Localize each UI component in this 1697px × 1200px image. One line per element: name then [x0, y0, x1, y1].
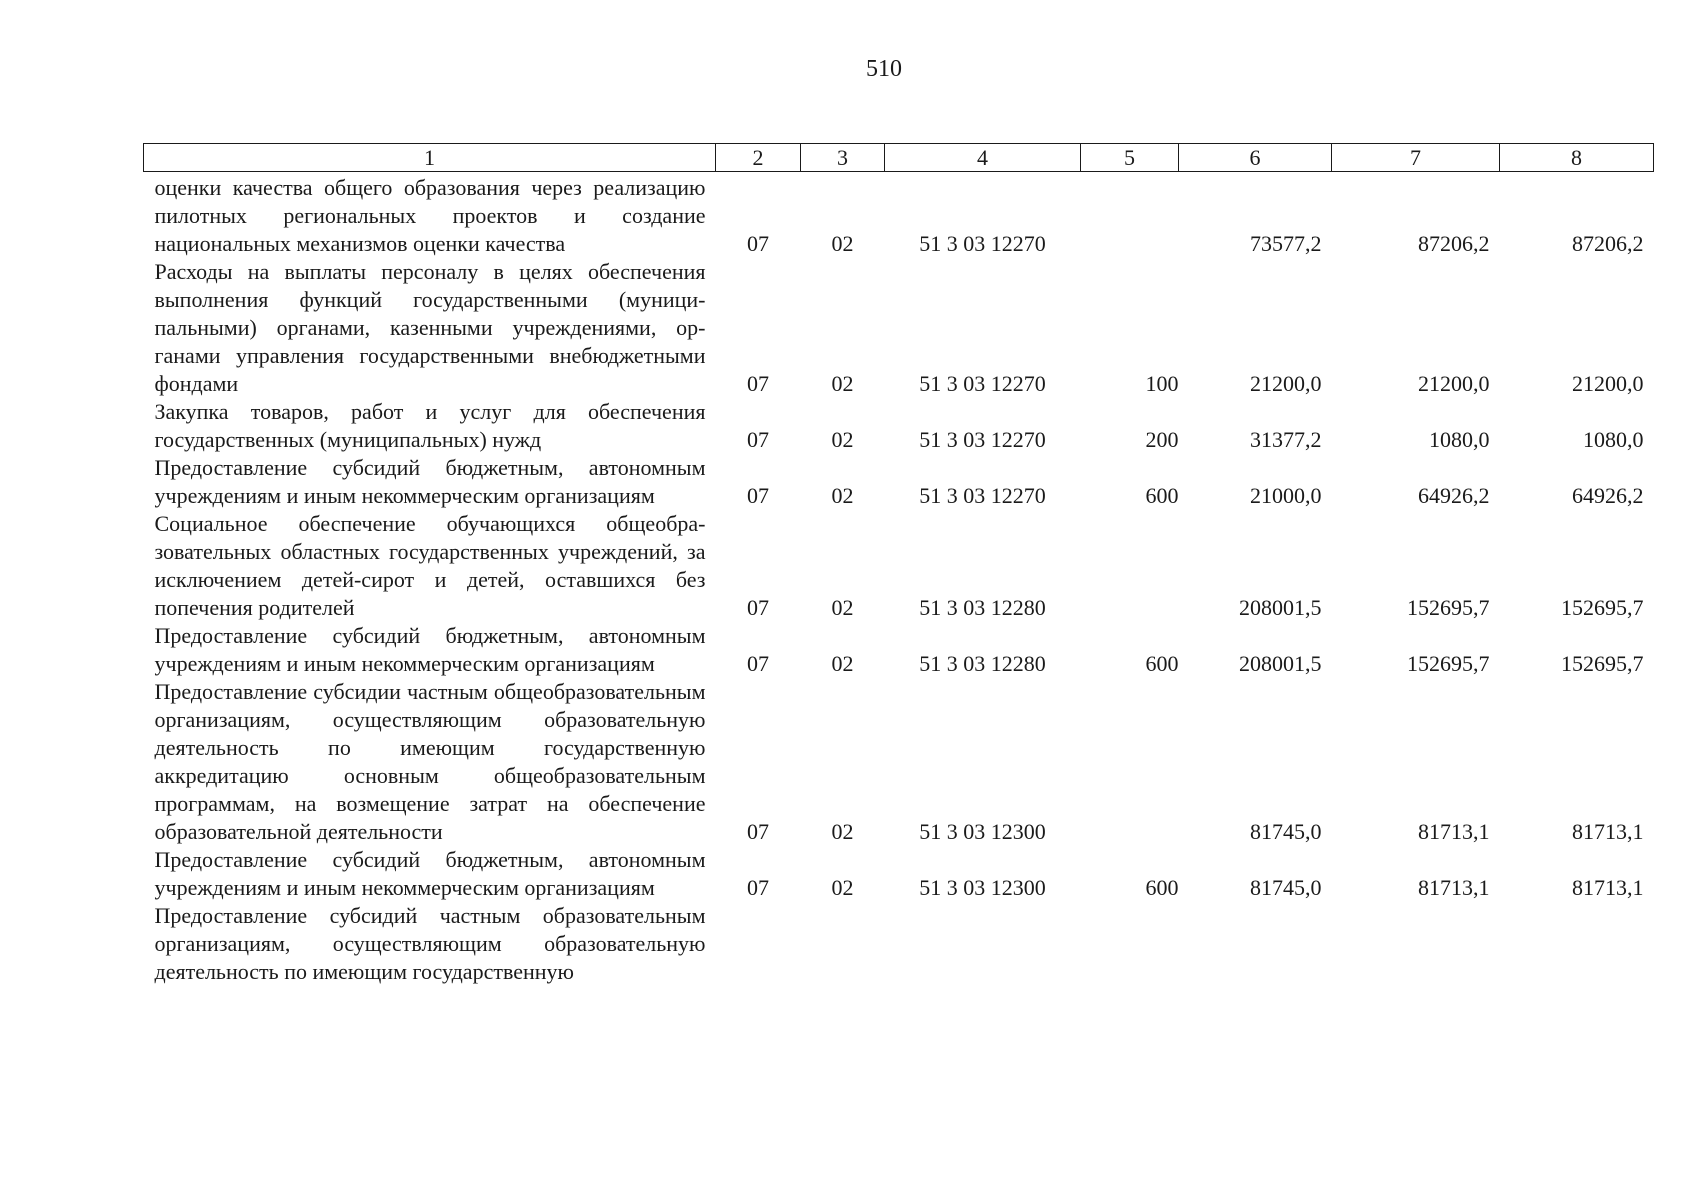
- row-amount-1: [1179, 902, 1332, 986]
- row-subsection: 02: [831, 819, 854, 844]
- row-section: [716, 902, 801, 986]
- row-amount-2: 152695,7: [1407, 651, 1490, 676]
- row-description: Предоставление субсидии частным общеобразовательным организациям, осуществляющим образовательную деятельность по имеющим государственную аккредитацию основным общеобразовательным программам, на возмещение затрат на обеспечение образовательной деятельности: [154, 679, 706, 844]
- row-section: 07: [747, 231, 769, 256]
- row-amount-1: 21000,0: [1250, 483, 1322, 508]
- row-amount-1: 21200,0: [1250, 371, 1322, 396]
- table-row: [144, 172, 1654, 259]
- header-row: [144, 144, 1654, 172]
- row-amount-2: 152695,7: [1407, 595, 1490, 620]
- row-description: Предоставление субсидий бюджетным, автономным учреждениям и иным некоммерческим организациям: [154, 623, 706, 676]
- row-target-article: 51 3 03 12300: [919, 819, 1046, 844]
- row-amount-1: 31377,2: [1250, 427, 1322, 452]
- row-target-article: 51 3 03 12270: [919, 231, 1046, 256]
- row-subsection: 02: [831, 427, 854, 452]
- table-row: [144, 622, 1654, 678]
- row-target-article: 51 3 03 12270: [919, 427, 1046, 452]
- row-section: 07: [747, 371, 769, 396]
- row-amount-1: 81745,0: [1250, 819, 1322, 844]
- row-expense-type: 200: [1145, 427, 1179, 452]
- row-amount-3: [1500, 902, 1654, 986]
- column-header: 5: [1081, 144, 1179, 172]
- row-section: 07: [747, 651, 769, 676]
- row-section: 07: [747, 819, 769, 844]
- row-description: оценки качества общего образования через реализацию пилотных региональных проектов и создание национальных механизмов оценки качества: [154, 175, 706, 256]
- table-row: [144, 454, 1654, 510]
- row-expense-type: [1081, 172, 1179, 259]
- row-amount-3: 152695,7: [1561, 595, 1644, 620]
- row-subsection: 02: [831, 875, 854, 900]
- column-header: 2: [716, 144, 801, 172]
- row-section: 07: [747, 875, 769, 900]
- page-number: 510: [866, 56, 902, 82]
- row-description: Расходы на выплаты персоналу в целях обеспечения выполнения функций государственными (муниципальными) органами, казенными учреждениями, органами управления государственными внебюджетными фондами: [154, 259, 706, 396]
- row-amount-3: 1080,0: [1583, 427, 1644, 452]
- row-expense-type: [1081, 678, 1179, 846]
- row-amount-1: 73577,2: [1250, 231, 1322, 256]
- row-target-article: 51 3 03 12270: [919, 483, 1046, 508]
- row-target-article: 51 3 03 12280: [919, 651, 1046, 676]
- row-section: 07: [747, 595, 769, 620]
- row-subsection: 02: [831, 231, 854, 256]
- row-subsection: 02: [831, 483, 854, 508]
- row-target-article: [885, 902, 1081, 986]
- row-expense-type: 100: [1145, 371, 1179, 396]
- column-header: 1: [144, 144, 716, 172]
- row-amount-2: [1332, 902, 1500, 986]
- row-expense-type: 600: [1145, 483, 1179, 508]
- table-row: [144, 258, 1654, 398]
- row-expense-type: [1081, 902, 1179, 986]
- row-subsection: 02: [831, 651, 854, 676]
- row-description: Предоставление субсидий частным образовательным организациям, осуществляющим образовательную деятельность по имеющим государственную: [154, 903, 706, 984]
- row-description: Предоставление субсидий бюджетным, автономным учреждениям и иным некоммерческим организациям: [154, 455, 706, 508]
- row-amount-3: 64926,2: [1572, 483, 1644, 508]
- table-body: [144, 172, 1654, 987]
- row-amount-3: 81713,1: [1572, 875, 1644, 900]
- row-amount-2: 87206,2: [1418, 231, 1490, 256]
- table-row: [144, 902, 1654, 986]
- row-subsection: 02: [831, 595, 854, 620]
- row-amount-3: 81713,1: [1572, 819, 1644, 844]
- row-amount-1: 208001,5: [1239, 651, 1322, 676]
- row-amount-2: 81713,1: [1418, 819, 1490, 844]
- budget-table: [143, 143, 1654, 986]
- column-header: 4: [885, 144, 1081, 172]
- row-amount-3: 21200,0: [1572, 371, 1644, 396]
- row-section: 07: [747, 427, 769, 452]
- row-amount-1: 81745,0: [1250, 875, 1322, 900]
- row-description: Социальное обеспечение обучающихся общеобразовательных областных государственных учреждений, за исключением детей-сирот и детей, оставшихся без попечения родителей: [154, 511, 706, 620]
- row-amount-3: 87206,2: [1572, 231, 1644, 256]
- table-row: [144, 678, 1654, 846]
- column-header: 3: [801, 144, 885, 172]
- row-amount-2: 81713,1: [1418, 875, 1490, 900]
- column-header: 8: [1500, 144, 1654, 172]
- row-amount-3: 152695,7: [1561, 651, 1644, 676]
- column-header: 7: [1332, 144, 1500, 172]
- row-target-article: 51 3 03 12280: [919, 595, 1046, 620]
- row-expense-type: [1081, 510, 1179, 622]
- table-row: [144, 398, 1654, 454]
- row-target-article: 51 3 03 12300: [919, 875, 1046, 900]
- row-subsection: [801, 902, 885, 986]
- column-header: 6: [1179, 144, 1332, 172]
- table-header: [144, 144, 1654, 172]
- row-amount-1: 208001,5: [1239, 595, 1322, 620]
- row-amount-2: 64926,2: [1418, 483, 1490, 508]
- table-row: [144, 510, 1654, 622]
- row-description: Предоставление субсидий бюджетным, автономным учреждениям и иным некоммерческим организациям: [154, 847, 706, 900]
- row-expense-type: 600: [1145, 651, 1179, 676]
- row-amount-2: 1080,0: [1429, 427, 1490, 452]
- row-subsection: 02: [831, 371, 854, 396]
- row-section: 07: [747, 483, 769, 508]
- row-expense-type: 600: [1145, 875, 1179, 900]
- row-amount-2: 21200,0: [1418, 371, 1490, 396]
- table-row: [144, 846, 1654, 902]
- row-description: Закупка товаров, работ и услуг для обеспечения государственных (муниципальных) нужд: [154, 399, 706, 452]
- row-target-article: 51 3 03 12270: [919, 371, 1046, 396]
